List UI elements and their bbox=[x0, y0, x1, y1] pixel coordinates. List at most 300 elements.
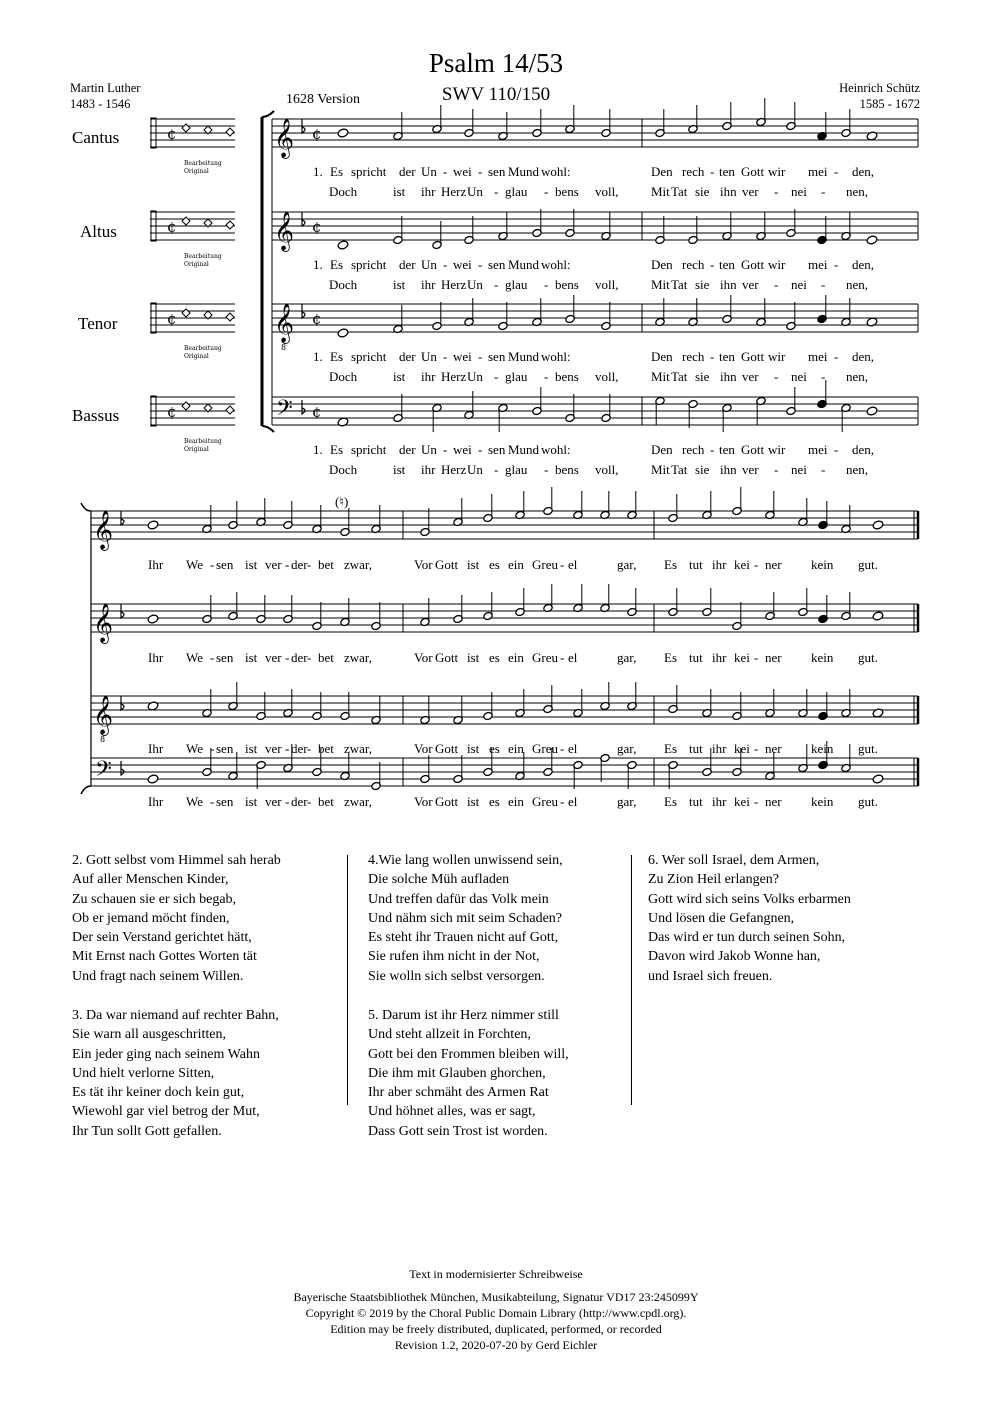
s1-lyric-line1-v2: Es bbox=[330, 349, 343, 364]
s1-lyric-line2-v2: Tat bbox=[671, 369, 688, 384]
s2-lyric-v2: - bbox=[307, 741, 312, 756]
s1-lyric-line2-v1: sie bbox=[695, 277, 710, 292]
s2-lyric-v1: bet bbox=[318, 650, 334, 665]
s1-lyric-line1-v1: rech bbox=[682, 257, 705, 272]
s1-lyric-line1-v3: wei bbox=[453, 442, 472, 457]
s1-lyric-line1-v2: den, bbox=[852, 349, 875, 364]
s2-lyric-v3: - bbox=[210, 794, 215, 809]
s1-lyric-line1-v1: 1. bbox=[313, 257, 323, 272]
s1-lyric-line1-v3: mei bbox=[808, 442, 828, 457]
s1-lyric-line1-v1: - bbox=[478, 257, 483, 272]
footer-revision: Revision 1.2, 2020-07-20 by Gerd Eichler bbox=[394, 1338, 598, 1352]
s2-lyric-v2: We bbox=[186, 741, 203, 756]
s2-lyric-v2: sen bbox=[216, 741, 234, 756]
s1-lyric-line2-v1: - bbox=[494, 277, 499, 292]
s2-lyric-v2: ist bbox=[245, 741, 258, 756]
s1-lyric-line1-v2: wei bbox=[453, 349, 472, 364]
s1-lyric-line2-v2: voll, bbox=[595, 369, 619, 384]
s2-lyric-v0: ist bbox=[245, 557, 258, 572]
s2-key-flat-3 bbox=[121, 761, 124, 775]
s1-lyric-line1-v2: sen bbox=[488, 349, 506, 364]
s2-lyric-v2: - bbox=[754, 741, 759, 756]
s2-bracket-top bbox=[81, 503, 91, 511]
s1-lyric-line2-v2: ist bbox=[393, 369, 406, 384]
s1-lyric-line2-v2: ihn bbox=[720, 369, 737, 384]
s2-lyric-v0: - bbox=[210, 557, 215, 572]
s2-lyric-v0: kei bbox=[734, 557, 750, 572]
s1-lyric-line1-v3: Un bbox=[421, 442, 437, 457]
s2-lyric-v1: ner bbox=[765, 650, 782, 665]
s1-time-signature-1: ¢ bbox=[312, 218, 322, 236]
s1-lyric-line2-v1: Tat bbox=[671, 277, 688, 292]
incipit-mensuration-3: ¢ bbox=[167, 403, 177, 421]
s1-lyric-line2-v3: nen, bbox=[846, 462, 869, 477]
s1-octave-mark-2: 8 bbox=[281, 343, 287, 352]
s2-note-v0 bbox=[872, 520, 884, 530]
s1-lyric-line1-v1: sen bbox=[488, 257, 506, 272]
s1-lyric-line2-v0: ihn bbox=[720, 184, 737, 199]
s1-lyric-line1-v0: rech bbox=[682, 164, 705, 179]
s1-note-v1 bbox=[866, 235, 878, 245]
stanza-2: 2. Gott selbst vom Himmel sah herab Auf aller Menschen Kinder, Zu schauen sie er sich begab, Ob er jemand möcht finden, Der sein Verstand gerichtet hätt, Mit Ernst nach Gottes Worten tät Und fragt nach seinem Willen. bbox=[72, 853, 281, 984]
s2-lyric-v1: ist bbox=[245, 650, 258, 665]
s1-lyric-line1-v0: der bbox=[399, 164, 416, 179]
s2-lyric-v0: kein bbox=[811, 557, 834, 572]
s2-note-v1 bbox=[872, 611, 884, 621]
s1-lyric-line2-v1: nei bbox=[791, 277, 807, 292]
s1-time-signature-3: ¢ bbox=[312, 403, 322, 421]
s1-lyric-line2-v0: nei bbox=[791, 184, 807, 199]
s2-lyric-v1: Ihr bbox=[148, 650, 164, 665]
s1-lyric-line1-v0: mei bbox=[808, 164, 828, 179]
s2-lyric-v0: - bbox=[285, 557, 290, 572]
s1-lyric-line2-v0: Tat bbox=[671, 184, 688, 199]
s2-lyric-v1: der bbox=[291, 650, 308, 665]
stanza-5: 5. Darum ist ihr Herz nimmer still Und steht allzeit in Forchten, Gott bei den Frommen bleiben will, Die ihm mit Glauben ghorchen, Ihr aber schmäht des Armen Rat Und höhnet alles, was er sagt, Dass Gott sein Trost ist worden. bbox=[368, 1008, 569, 1139]
s1-lyric-line1-v0: Un bbox=[421, 164, 437, 179]
s2-lyric-v1: - bbox=[285, 650, 290, 665]
s1-lyric-line1-v0: wohl: bbox=[541, 164, 571, 179]
s1-key-flat-3 bbox=[302, 400, 305, 414]
s2-lyric-v3: zwar, bbox=[344, 794, 372, 809]
s1-lyric-line2-v2: sie bbox=[695, 369, 710, 384]
s1-lyric-line1-v0: Es bbox=[330, 164, 343, 179]
lyricist-name: Martin Luther bbox=[70, 81, 141, 95]
s2-lyric-v0: der bbox=[291, 557, 308, 572]
incipit-caption-0: Bearbeitung bbox=[184, 160, 222, 167]
s1-lyric-line1-v1: der bbox=[399, 257, 416, 272]
voice-label-bassus: Bassus bbox=[72, 406, 120, 425]
s1-lyric-line2-v1: Un bbox=[467, 277, 483, 292]
s1-lyric-line1-v3: Gott bbox=[741, 442, 765, 457]
s2-lyric-v1: kein bbox=[811, 650, 834, 665]
s1-lyric-line2-v0: ist bbox=[393, 184, 406, 199]
s1-lyric-line1-v1: ten bbox=[719, 257, 735, 272]
s2-lyric-v3: sen bbox=[216, 794, 234, 809]
s1-lyric-line1-v0: - bbox=[710, 164, 715, 179]
s2-lyric-v1: Vor bbox=[414, 650, 433, 665]
s2-lyric-v0: ist bbox=[467, 557, 480, 572]
s2-octave-mark-2: 8 bbox=[100, 735, 106, 744]
s2-lyric-v1: el bbox=[568, 650, 578, 665]
s2-lyric-v3: el bbox=[568, 794, 578, 809]
s1-lyric-line1-v3: den, bbox=[852, 442, 875, 457]
voice-label-altus: Altus bbox=[80, 222, 117, 241]
s2-lyric-v2: gut. bbox=[858, 741, 878, 756]
s1-lyric-line1-v3: wohl: bbox=[541, 442, 571, 457]
s2-lyric-v0: Ihr bbox=[148, 557, 164, 572]
s2-bass-clef-3: 𝄢 bbox=[95, 757, 112, 787]
s1-lyric-line2-v3: - bbox=[494, 462, 499, 477]
stanza-6: 6. Wer soll Israel, dem Armen, Zu Zion Heil erlangen? Gott wird sich seins Volks erbarmen Und lösen die Gefangnen, Das wird er tun durch seinen Sohn, Davon wird Jakob Wonne han, und Israel sich freuen. bbox=[648, 853, 851, 984]
s1-lyric-line2-v3: ihr bbox=[421, 462, 436, 477]
s2-lyric-v2: zwar, bbox=[344, 741, 372, 756]
s1-bracket-bottom bbox=[262, 426, 274, 432]
s1-lyric-line1-v3: Mund bbox=[508, 442, 540, 457]
incipit-caption-1: Original bbox=[184, 261, 209, 268]
s2-lyric-v2: Es bbox=[664, 741, 677, 756]
s2-lyric-v0: Vor bbox=[414, 557, 433, 572]
s2-lyric-v1: - bbox=[210, 650, 215, 665]
s2-lyric-v1: ist bbox=[467, 650, 480, 665]
s1-lyric-line2-v1: bens bbox=[555, 277, 579, 292]
s2-lyric-v0: ein bbox=[508, 557, 524, 572]
s1-lyric-line1-v3: Den bbox=[651, 442, 673, 457]
s2-lyric-v2: kein bbox=[811, 741, 834, 756]
s2-lyric-v3: Es bbox=[664, 794, 677, 809]
s2-lyric-v2: der bbox=[291, 741, 308, 756]
s1-lyric-line2-v1: glau bbox=[505, 277, 528, 292]
s1-lyric-line1-v1: den, bbox=[852, 257, 875, 272]
incipit-note-3 bbox=[182, 402, 190, 410]
s1-lyric-line2-v0: bens bbox=[555, 184, 579, 199]
s2-lyric-v1: We bbox=[186, 650, 203, 665]
s1-lyric-line2-v1: Herz bbox=[441, 277, 467, 292]
s1-lyric-line2-v2: glau bbox=[505, 369, 528, 384]
composer-name: Heinrich Schütz bbox=[839, 81, 920, 95]
incipit-caption-2: Bearbeitung bbox=[184, 345, 222, 352]
s1-lyric-line2-v3: ihn bbox=[720, 462, 737, 477]
s1-lyric-line1-v3: Es bbox=[330, 442, 343, 457]
s1-lyric-line1-v0: - bbox=[443, 164, 448, 179]
stanza-divider-left bbox=[347, 855, 348, 1105]
s1-lyric-line2-v3: ver bbox=[742, 462, 759, 477]
s1-note-v1 bbox=[337, 240, 349, 250]
version-label: 1628 Version bbox=[286, 92, 361, 107]
s1-lyric-line2-v1: Doch bbox=[329, 277, 358, 292]
footer-source: Bayerische Staatsbibliothek München, Musikabteilung, Signatur VD17 23:245099Y bbox=[293, 1290, 699, 1304]
incipit-mensuration-0: ¢ bbox=[167, 125, 177, 143]
s2-lyric-v2: Gott bbox=[435, 741, 459, 756]
s1-lyric-line2-v2: - bbox=[821, 369, 826, 384]
s2-lyric-v0: tut bbox=[689, 557, 703, 572]
s2-note-v0 bbox=[147, 520, 159, 530]
s1-lyric-line2-v0: ver bbox=[742, 184, 759, 199]
s1-lyric-line1-v3: - bbox=[834, 442, 839, 457]
s2-lyric-v3: ner bbox=[765, 794, 782, 809]
s1-lyric-line1-v2: spricht bbox=[351, 349, 387, 364]
s1-lyric-line2-v1: ihn bbox=[720, 277, 737, 292]
incipit-mensuration-2: ¢ bbox=[167, 310, 177, 328]
s1-lyric-line2-v1: voll, bbox=[595, 277, 619, 292]
s1-lyric-line2-v3: glau bbox=[505, 462, 528, 477]
s2-lyric-v3: bet bbox=[318, 794, 334, 809]
s1-lyric-line2-v0: nen, bbox=[846, 184, 869, 199]
voice-label-cantus: Cantus bbox=[72, 128, 120, 147]
incipit-note-3 bbox=[226, 406, 234, 414]
stanza-divider-right bbox=[631, 855, 632, 1105]
s2-treble-clef-2: 𝄞 bbox=[93, 695, 114, 735]
s2-lyric-v2: kei bbox=[734, 741, 750, 756]
s2-lyric-v2: ihr bbox=[712, 741, 727, 756]
s1-lyric-line1-v3: - bbox=[710, 442, 715, 457]
incipit-caption-3: Original bbox=[184, 446, 209, 453]
incipit-note-1 bbox=[182, 217, 190, 225]
s2-lyric-v1: tut bbox=[689, 650, 703, 665]
s1-lyric-line1-v2: Den bbox=[651, 349, 673, 364]
s2-lyric-v0: Gott bbox=[435, 557, 459, 572]
s2-lyric-v2: - bbox=[285, 741, 290, 756]
composer-dates: 1585 - 1672 bbox=[859, 97, 920, 111]
s2-lyric-v0: bet bbox=[318, 557, 334, 572]
s1-lyric-line2-v3: sie bbox=[695, 462, 710, 477]
s1-lyric-line2-v3: voll, bbox=[595, 462, 619, 477]
incipit-note-2 bbox=[226, 313, 234, 321]
s2-lyric-v1: ein bbox=[508, 650, 524, 665]
s1-lyric-line1-v1: - bbox=[443, 257, 448, 272]
incipit-mensuration-1: ¢ bbox=[167, 218, 177, 236]
s2-lyric-v3: ihr bbox=[712, 794, 727, 809]
s1-lyric-line2-v0: - bbox=[544, 184, 549, 199]
s2-lyric-v2: gar, bbox=[617, 741, 637, 756]
incipit-note-2 bbox=[182, 309, 190, 317]
s2-lyric-v1: ihr bbox=[712, 650, 727, 665]
page-subtitle: SWV 110/150 bbox=[441, 84, 551, 105]
s1-lyric-line2-v3: bens bbox=[555, 462, 579, 477]
s1-lyric-line1-v0: wir bbox=[768, 164, 786, 179]
s1-lyric-line2-v1: - bbox=[774, 277, 779, 292]
s1-lyric-line2-v2: - bbox=[544, 369, 549, 384]
s1-lyric-line2-v2: Mit bbox=[651, 369, 670, 384]
s1-lyric-line2-v3: - bbox=[821, 462, 826, 477]
s1-lyric-line1-v2: Gott bbox=[741, 349, 765, 364]
s1-lyric-line2-v0: Mit bbox=[651, 184, 670, 199]
s1-lyric-line2-v2: - bbox=[494, 369, 499, 384]
s1-lyric-line1-v0: sen bbox=[488, 164, 506, 179]
s2-lyric-v2: bet bbox=[318, 741, 334, 756]
s1-lyric-line2-v3: Un bbox=[467, 462, 483, 477]
s1-lyric-line2-v3: nei bbox=[791, 462, 807, 477]
s1-lyric-line1-v3: - bbox=[443, 442, 448, 457]
s2-lyric-v3: es bbox=[489, 794, 500, 809]
s1-lyric-line2-v3: Mit bbox=[651, 462, 670, 477]
s2-lyric-v0: sen bbox=[216, 557, 234, 572]
s1-lyric-line1-v2: Un bbox=[421, 349, 437, 364]
s2-bracket-bottom bbox=[81, 786, 91, 794]
s1-lyric-line1-v1: spricht bbox=[351, 257, 387, 272]
s2-lyric-v2: Greu bbox=[532, 741, 558, 756]
s1-lyric-line2-v0: - bbox=[494, 184, 499, 199]
incipit-note-0 bbox=[182, 124, 190, 132]
s1-lyric-line2-v3: Tat bbox=[671, 462, 688, 477]
s2-lyric-v3: Vor bbox=[414, 794, 433, 809]
s1-lyric-line1-v0: den, bbox=[852, 164, 875, 179]
s1-lyric-line1-v2: - bbox=[710, 349, 715, 364]
s1-lyric-line2-v1: - bbox=[821, 277, 826, 292]
s1-lyric-line1-v2: 1. bbox=[313, 349, 323, 364]
stanza-3: 3. Da war niemand auf rechter Bahn, Sie warn all ausgeschritten, Ein jeder ging nach seinem Wahn Und hielt verlorne Sitten, Es tät ihr keiner doch kein gut, Wiewohl gar viel betrog der Mut, Ihr Tun sollt Gott gefallen. bbox=[72, 1008, 279, 1139]
s2-treble-clef-0: 𝄞 bbox=[93, 510, 114, 550]
s2-note-v3 bbox=[872, 774, 884, 784]
s1-lyric-line2-v3: Herz bbox=[441, 462, 467, 477]
s2-lyric-v2: ner bbox=[765, 741, 782, 756]
footer-copyright: Copyright © 2019 by the Choral Public Domain Library (http://www.cpdl.org). bbox=[305, 1306, 687, 1320]
s1-lyric-line1-v2: - bbox=[443, 349, 448, 364]
s1-lyric-line1-v2: - bbox=[834, 349, 839, 364]
s1-lyric-line2-v2: ihr bbox=[421, 369, 436, 384]
s1-lyric-line1-v0: Gott bbox=[741, 164, 765, 179]
s1-time-signature-2: ¢ bbox=[312, 310, 322, 328]
s1-lyric-line1-v2: rech bbox=[682, 349, 705, 364]
s2-lyric-v3: gar, bbox=[617, 794, 637, 809]
s2-lyric-v3: ist bbox=[245, 794, 258, 809]
s1-lyric-line1-v2: Mund bbox=[508, 349, 540, 364]
s1-lyric-line1-v2: ten bbox=[719, 349, 735, 364]
s1-lyric-line1-v3: der bbox=[399, 442, 416, 457]
s1-lyric-line2-v3: ist bbox=[393, 462, 406, 477]
s2-lyric-v3: tut bbox=[689, 794, 703, 809]
s1-lyric-line2-v1: ver bbox=[742, 277, 759, 292]
s1-lyric-line1-v1: Mund bbox=[508, 257, 540, 272]
s2-lyric-v0: ver bbox=[265, 557, 282, 572]
s1-lyric-line1-v0: wei bbox=[453, 164, 472, 179]
s1-lyric-line2-v1: nen, bbox=[846, 277, 869, 292]
incipit-caption-0: Original bbox=[184, 168, 209, 175]
s1-lyric-line2-v2: ver bbox=[742, 369, 759, 384]
s1-lyric-line1-v3: sen bbox=[488, 442, 506, 457]
s1-lyric-line2-v3: - bbox=[774, 462, 779, 477]
s1-lyric-line2-v0: - bbox=[774, 184, 779, 199]
s1-lyric-line1-v0: 1. bbox=[313, 164, 323, 179]
s1-lyric-line2-v3: Doch bbox=[329, 462, 358, 477]
s1-lyric-line2-v0: - bbox=[821, 184, 826, 199]
s2-lyric-v1: zwar, bbox=[344, 650, 372, 665]
s1-lyric-line1-v1: Gott bbox=[741, 257, 765, 272]
s2-lyric-v2: - bbox=[560, 741, 565, 756]
s2-lyric-v1: ver bbox=[265, 650, 282, 665]
s1-time-signature-0: ¢ bbox=[312, 125, 322, 143]
s2-lyric-v2: es bbox=[489, 741, 500, 756]
editorial-natural-mark: (♮) bbox=[335, 494, 349, 509]
s2-lyric-v3: Gott bbox=[435, 794, 459, 809]
s2-lyric-v0: - bbox=[560, 557, 565, 572]
s1-lyric-line1-v3: wir bbox=[768, 442, 786, 457]
s2-lyric-v3: - bbox=[307, 794, 312, 809]
s1-lyric-line1-v1: Un bbox=[421, 257, 437, 272]
s1-lyric-line2-v0: Un bbox=[467, 184, 483, 199]
s1-lyric-line1-v1: - bbox=[710, 257, 715, 272]
s2-lyric-v1: Es bbox=[664, 650, 677, 665]
s1-lyric-line2-v1: Mit bbox=[651, 277, 670, 292]
s2-lyric-v1: kei bbox=[734, 650, 750, 665]
s1-treble-clef-0: 𝄞 bbox=[274, 118, 295, 158]
s1-lyric-line1-v1: - bbox=[834, 257, 839, 272]
s1-lyric-line2-v2: Herz bbox=[441, 369, 467, 384]
s2-lyric-v3: ist bbox=[467, 794, 480, 809]
s1-lyric-line2-v0: glau bbox=[505, 184, 528, 199]
s2-lyric-v1: Gott bbox=[435, 650, 459, 665]
s2-lyric-v2: ver bbox=[265, 741, 282, 756]
s2-lyric-v1: gar, bbox=[617, 650, 637, 665]
s2-lyric-v2: - bbox=[210, 741, 215, 756]
s1-lyric-line1-v1: wohl: bbox=[541, 257, 571, 272]
s1-lyric-line1-v0: - bbox=[834, 164, 839, 179]
s1-lyric-line2-v2: nei bbox=[791, 369, 807, 384]
s2-lyric-v0: es bbox=[489, 557, 500, 572]
s2-lyric-v0: gar, bbox=[617, 557, 637, 572]
s1-lyric-line2-v0: ihr bbox=[421, 184, 436, 199]
s1-lyric-line1-v2: wohl: bbox=[541, 349, 571, 364]
s1-lyric-line2-v1: - bbox=[544, 277, 549, 292]
s2-lyric-v0: Greu bbox=[532, 557, 558, 572]
s2-lyric-v3: Ihr bbox=[148, 794, 164, 809]
s2-lyric-v2: ist bbox=[467, 741, 480, 756]
s2-lyric-v2: Ihr bbox=[148, 741, 164, 756]
s1-note-v3 bbox=[866, 406, 878, 416]
s2-lyric-v1: Greu bbox=[532, 650, 558, 665]
s2-lyric-v0: - bbox=[754, 557, 759, 572]
s1-lyric-line1-v3: spricht bbox=[351, 442, 387, 457]
s2-lyric-v1: es bbox=[489, 650, 500, 665]
s1-bracket-top bbox=[262, 111, 274, 117]
s1-lyric-line2-v2: Un bbox=[467, 369, 483, 384]
s2-lyric-v3: - bbox=[754, 794, 759, 809]
s2-lyric-v1: - bbox=[560, 650, 565, 665]
s2-treble-clef-1: 𝄞 bbox=[93, 603, 114, 643]
s1-note-v0 bbox=[337, 128, 349, 138]
s1-lyric-line1-v1: wei bbox=[453, 257, 472, 272]
s2-note-v1 bbox=[147, 614, 159, 624]
footer-text-note: Text in modernisierter Schreibweise bbox=[409, 1267, 583, 1281]
s1-lyric-line1-v0: ten bbox=[719, 164, 735, 179]
voice-label-tenor: Tenor bbox=[78, 314, 118, 333]
s2-lyric-v1: - bbox=[307, 650, 312, 665]
s1-lyric-line2-v2: Doch bbox=[329, 369, 358, 384]
incipit-note-0 bbox=[226, 128, 234, 136]
incipit-note-1 bbox=[226, 221, 234, 229]
incipit-caption-3: Bearbeitung bbox=[184, 438, 222, 445]
s1-lyric-line1-v0: Den bbox=[651, 164, 673, 179]
s2-lyric-v3: Greu bbox=[532, 794, 558, 809]
s2-lyric-v3: ein bbox=[508, 794, 524, 809]
s2-lyric-v0: ner bbox=[765, 557, 782, 572]
s1-lyric-line1-v1: Es bbox=[330, 257, 343, 272]
s2-lyric-v1: - bbox=[754, 650, 759, 665]
s1-lyric-line2-v0: sie bbox=[695, 184, 710, 199]
s2-lyric-v0: el bbox=[568, 557, 578, 572]
s2-lyric-v2: ein bbox=[508, 741, 524, 756]
s2-lyric-v0: Es bbox=[664, 557, 677, 572]
s1-lyric-line1-v0: Mund bbox=[508, 164, 540, 179]
s2-lyric-v1: sen bbox=[216, 650, 234, 665]
s1-lyric-line1-v2: wir bbox=[768, 349, 786, 364]
s1-lyric-line2-v2: nen, bbox=[846, 369, 869, 384]
s2-lyric-v3: - bbox=[560, 794, 565, 809]
s2-lyric-v0: - bbox=[307, 557, 312, 572]
s1-lyric-line1-v2: - bbox=[478, 349, 483, 364]
s1-lyric-line2-v1: ist bbox=[393, 277, 406, 292]
s1-lyric-line1-v3: 1. bbox=[313, 442, 323, 457]
